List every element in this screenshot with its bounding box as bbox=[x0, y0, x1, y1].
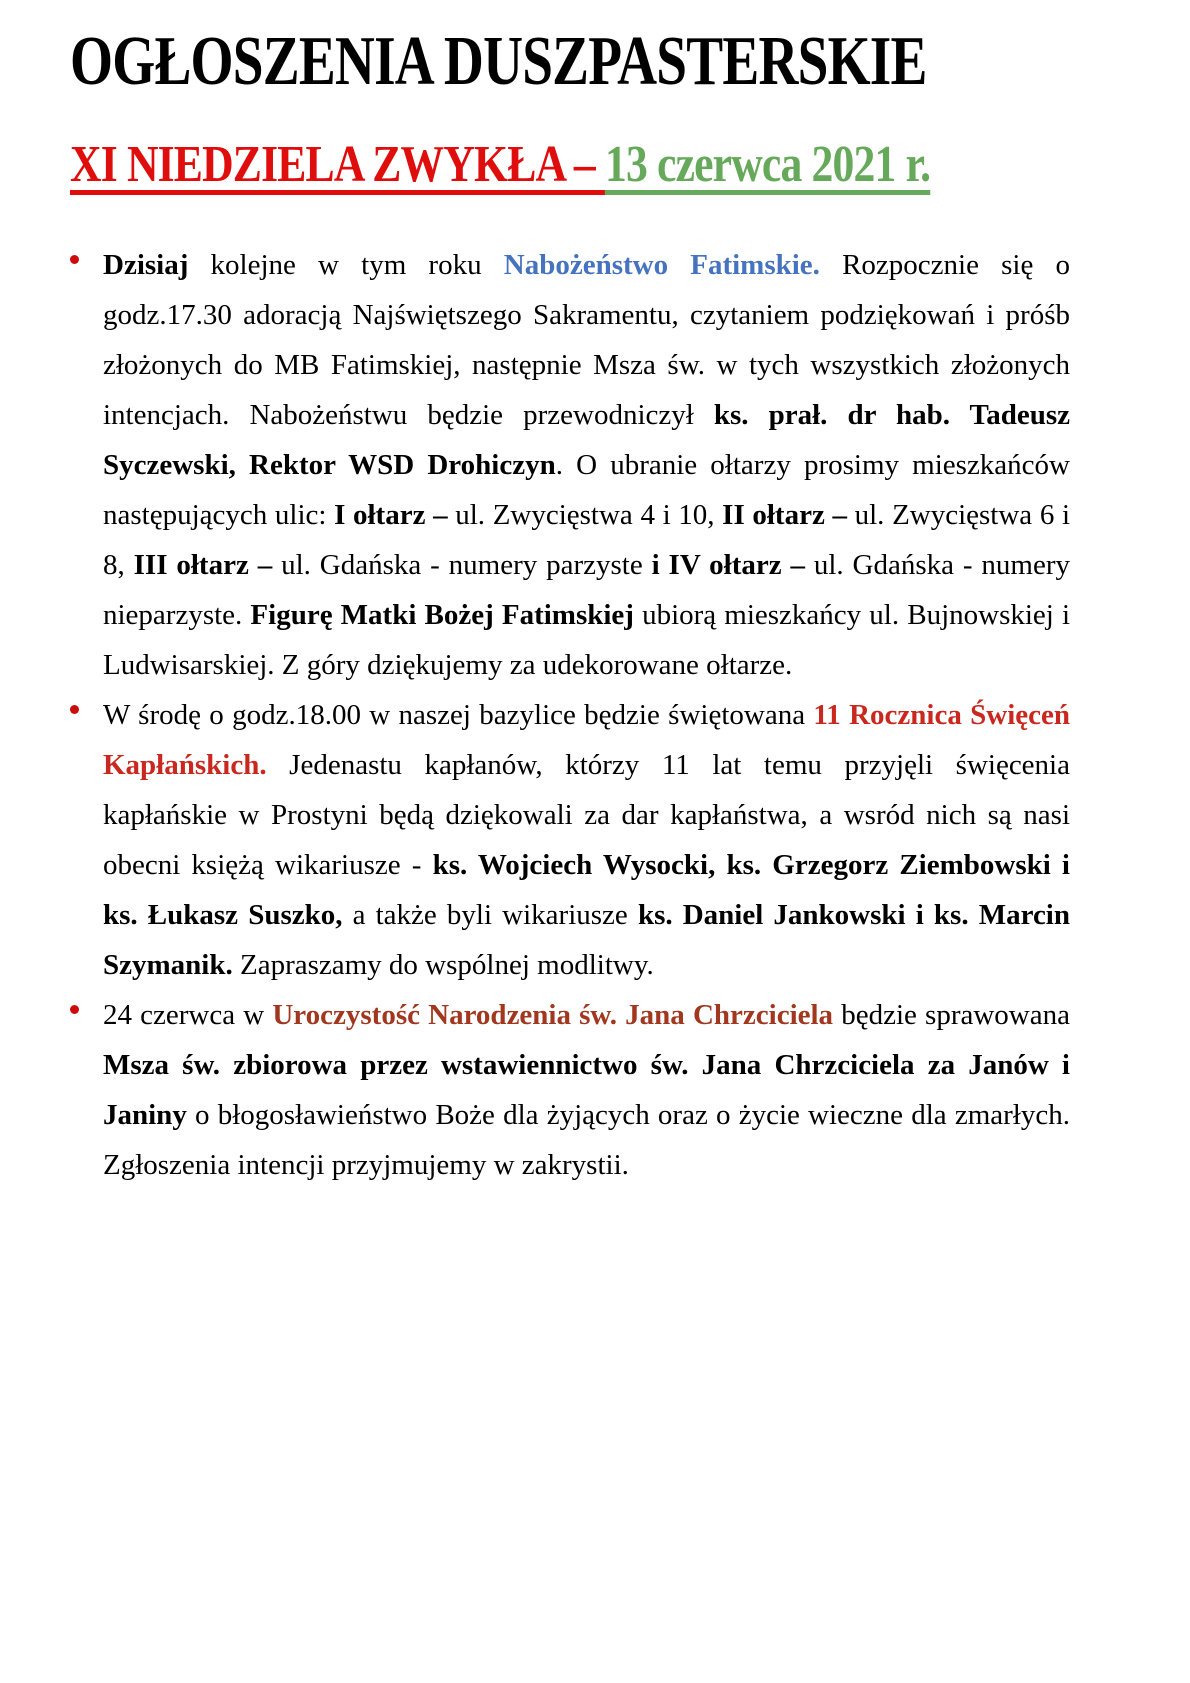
text-run: a także byli wikariusze bbox=[342, 899, 638, 932]
text-run: i IV ołtarz – bbox=[651, 549, 805, 582]
text-run: Zapraszamy do wspólnej modlitwy. bbox=[232, 949, 654, 982]
text-run: ul. Zwycięstwa 6 i 8, bbox=[103, 499, 1071, 582]
text-run: III ołtarz – bbox=[133, 549, 273, 582]
list-item bbox=[103, 240, 1070, 690]
text-run: Dzisiaj bbox=[103, 249, 189, 282]
text-run: Uroczystość Narodzenia św. Jana Chrzciciela bbox=[272, 999, 834, 1032]
text-run: Rozpocznie się o godz.17.30 adoracją Najświętszego Sakramentu, czytaniem podziękowań i próśb złożonych do MB Fatimskiej, następnie Msza św. w tych wszystkich złożonych intencjach. Nabożeństwu będzie przewodniczył bbox=[103, 249, 1070, 432]
text-run: Jedenastu kapłanów, którzy 11 lat temu przyjęli święcenia kapłańskie w Prostyni będą dziękowali za dar kapłaństwa, a wsród nich są nasi obecni księżą wikariusze - bbox=[103, 749, 1070, 882]
bullet-dot-icon bbox=[70, 255, 79, 264]
bullet-dot-icon bbox=[70, 705, 79, 714]
text-run: o błogosławieństwo Boże dla żyjących oraz o życie wieczne dla zmarłych. Zgłoszenia intencji przyjmujemy w zakrystii. bbox=[103, 1099, 1070, 1182]
text-run: . O ubranie ołtarzy prosimy mieszkańców następujących ulic: bbox=[103, 449, 1070, 532]
text-run: Figurę Matki Bożej Fatimskiej bbox=[250, 599, 634, 632]
text-run: Msza św. zbiorowa przez wstawiennictwo św. Jana Chrzciciela za Janów i Janiny bbox=[103, 1049, 1070, 1132]
text-run: ubiorą mieszkańcy ul. Bujnowskiej i Ludwisarskiej. Z góry dziękujemy za udekorowane ołtarze. bbox=[103, 599, 1071, 682]
text-run: ks. Daniel Jankowski i ks. Marcin Szymanik. bbox=[103, 899, 1070, 982]
text-run: ul. Gdańska - numery nieparzyste. bbox=[103, 549, 1071, 632]
text-run: ul. Gdańska - numery parzyste bbox=[272, 549, 652, 582]
announcement-list bbox=[70, 240, 1070, 1190]
text-run: będzie sprawowana bbox=[833, 999, 1070, 1032]
text-run: II ołtarz – bbox=[722, 499, 847, 532]
subtitle-date: 13 czerwca 2021 r. bbox=[604, 135, 931, 193]
text-run: 11 Rocznica Święceń Kapłańskich. bbox=[103, 699, 1071, 782]
text-run: kolejne w tym roku bbox=[188, 249, 504, 282]
subtitle-sunday-label: XI NIEDZIELA ZWYKŁA – bbox=[70, 135, 605, 193]
text-run: ks. prał. dr hab. Tadeusz Syczewski, Rektor WSD Drohiczyn bbox=[103, 399, 1070, 482]
list-item bbox=[103, 690, 1070, 990]
page-subtitle bbox=[70, 135, 931, 195]
text-run: ul. Zwycięstwa 4 i 10, bbox=[447, 499, 723, 532]
text-run: I ołtarz – bbox=[334, 499, 448, 532]
page-title: OGŁOSZENIA DUSZPASTERSKIE bbox=[70, 23, 927, 100]
text-run: Nabożeństwo Fatimskie. bbox=[503, 249, 820, 282]
text-run: 24 czerwca w bbox=[103, 999, 273, 1032]
list-item bbox=[103, 990, 1070, 1190]
bullet-dot-icon bbox=[70, 1005, 79, 1014]
text-run: ks. Wojciech Wysocki, ks. Grzegorz Ziembowski i ks. Łukasz Suszko, bbox=[103, 849, 1070, 932]
text-run: W środę o godz.18.00 w naszej bazylice będzie świętowana bbox=[103, 699, 814, 732]
